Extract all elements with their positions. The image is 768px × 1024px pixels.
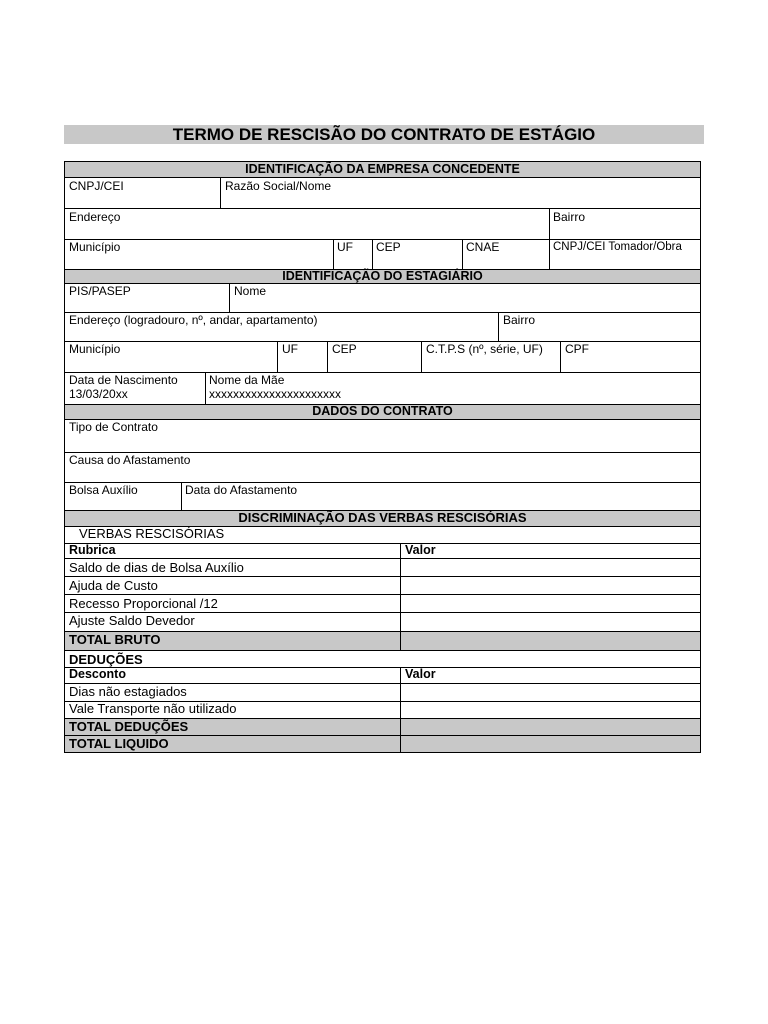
deducoes-valor-col-header: Valor: [405, 667, 436, 681]
form-sheet: [64, 161, 701, 753]
data-nascimento-value[interactable]: 13/03/20xx: [69, 387, 128, 401]
contrato-header: DADOS DO CONTRATO: [312, 404, 453, 418]
verbas-header: DISCRIMINAÇÃO DAS VERBAS RESCISÓRIAS: [238, 510, 527, 525]
verba-row-3[interactable]: Recesso Proporcional /12: [69, 596, 218, 611]
bolsa-auxilio-field[interactable]: Bolsa Auxílio: [69, 483, 138, 497]
empresa-header: IDENTIFICAÇÃO DA EMPRESA CONCEDENTE: [245, 162, 520, 176]
verba-row-4[interactable]: Ajuste Saldo Devedor: [69, 613, 195, 628]
cnae-field[interactable]: CNAE: [466, 240, 500, 254]
nome-mae-value[interactable]: xxxxxxxxxxxxxxxxxxxxxx: [209, 387, 341, 401]
causa-afastamento-field[interactable]: Causa do Afastamento: [69, 453, 191, 467]
deducao-row-2[interactable]: Vale Transporte não utilizado: [69, 701, 237, 716]
estagiario-header: IDENTIFICAÇÃO DO ESTAGIÁRIO: [282, 269, 483, 283]
deducoes-header: DEDUÇÕES: [69, 652, 143, 667]
estagiario-cep-field[interactable]: CEP: [332, 342, 357, 356]
total-liquido-label: TOTAL LIQUIDO: [69, 736, 169, 751]
estagiario-endereco-field[interactable]: Endereço (logradouro, nº, andar, apartamento): [69, 313, 318, 327]
total-bruto-label: TOTAL BRUTO: [69, 632, 161, 647]
valor-col-header: Valor: [405, 543, 436, 557]
desconto-col-header: Desconto: [69, 667, 126, 681]
deducao-row-1[interactable]: Dias não estagiados: [69, 684, 187, 699]
data-afastamento-field[interactable]: Data do Afastamento: [185, 483, 298, 497]
total-deducoes-label: TOTAL DEDUÇÕES: [69, 719, 189, 734]
tipo-contrato-field[interactable]: Tipo de Contrato: [69, 420, 158, 434]
cnpj-cei-field[interactable]: CNPJ/CEI: [69, 179, 124, 193]
empresa-cep-field[interactable]: CEP: [376, 240, 401, 254]
estagiario-municipio-field[interactable]: Município: [69, 342, 121, 356]
rubrica-col-header: Rubrica: [69, 543, 116, 557]
estagiario-nome-field[interactable]: Nome: [234, 284, 267, 298]
estagiario-uf-field[interactable]: UF: [282, 342, 298, 356]
page-title: TERMO DE RESCISÃO DO CONTRATO DE ESTÁGIO: [172, 125, 596, 144]
estagiario-bairro-field[interactable]: Bairro: [503, 313, 536, 327]
empresa-endereco-field[interactable]: Endereço: [69, 210, 121, 224]
cnpj-tomador-field[interactable]: CNPJ/CEI Tomador/Obra: [553, 241, 682, 253]
razao-social-field[interactable]: Razão Social/Nome: [225, 179, 332, 193]
pis-pasep-field[interactable]: PIS/PASEP: [69, 284, 131, 298]
verba-row-2[interactable]: Ajuda de Custo: [69, 578, 158, 593]
empresa-bairro-field[interactable]: Bairro: [553, 210, 586, 224]
nome-mae-label: Nome da Mãe: [209, 373, 285, 387]
data-nascimento-label: Data de Nascimento: [69, 373, 178, 387]
empresa-municipio-field[interactable]: Município: [69, 240, 121, 254]
verbas-subheader: VERBAS RESCISÓRIAS: [79, 526, 225, 541]
ctps-field[interactable]: C.T.P.S (nº, série, UF): [426, 342, 543, 356]
empresa-uf-field[interactable]: UF: [337, 240, 353, 254]
cpf-field[interactable]: CPF: [565, 342, 589, 356]
verba-row-1[interactable]: Saldo de dias de Bolsa Auxílio: [69, 560, 244, 575]
